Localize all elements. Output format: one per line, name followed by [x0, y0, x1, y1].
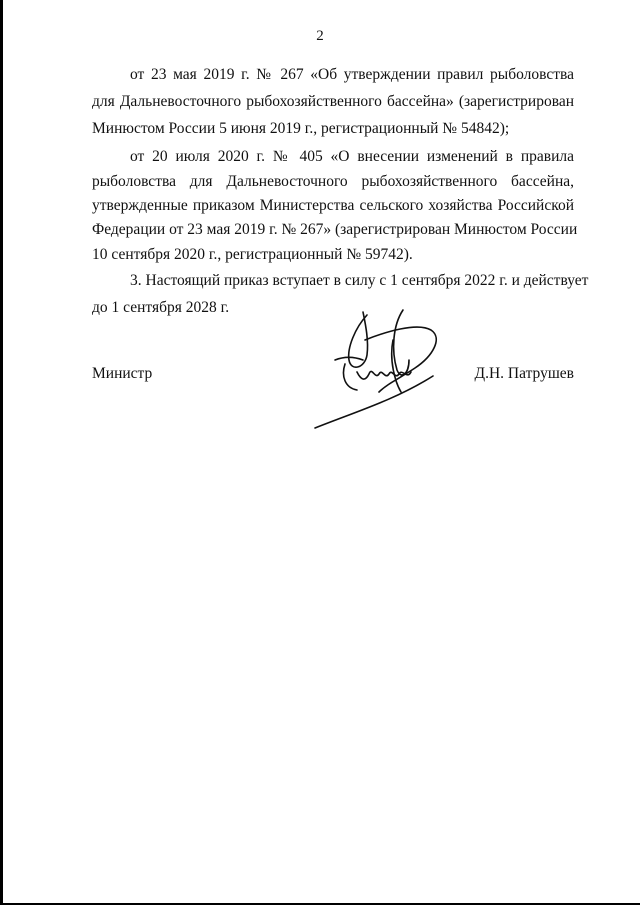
- signatory-position: Министр: [92, 365, 153, 382]
- body-line-7: Федерации от 23 мая 2019 г. № 267» (зарегистрирован Минюстом России: [92, 221, 578, 238]
- page-number: 2: [316, 28, 324, 44]
- body-line-10: до 1 сентября 2028 г.: [92, 299, 230, 316]
- body-line-5: рыболовства для Дальневосточного рыбохозяйственного бассейна,: [92, 173, 574, 190]
- handwritten-signature: [305, 300, 455, 435]
- body-line-8: 10 сентября 2020 г., регистрационный № 59742).: [92, 246, 413, 263]
- body-line-2: для Дальневосточного рыбохозяйственного бассейна» (зарегистрирован: [92, 93, 574, 110]
- body-line-6: утвержденные приказом Министерства сельского хозяйства Российской: [92, 197, 574, 214]
- body-line-4: от 20 июля 2020 г. № 405 «О внесении изменений в правила: [130, 148, 574, 165]
- body-line-9: 3. Настоящий приказ вступает в силу с 1 сентября 2022 г. и действует: [130, 272, 589, 289]
- signatory-name: Д.Н. Патрушев: [474, 365, 574, 382]
- scan-border-left: [0, 0, 3, 905]
- body-line-1: от 23 мая 2019 г. № 267 «Об утверждении правил рыболовства: [130, 66, 574, 83]
- body-line-3: Минюстом России 5 июня 2019 г., регистрационный № 54842);: [92, 120, 510, 137]
